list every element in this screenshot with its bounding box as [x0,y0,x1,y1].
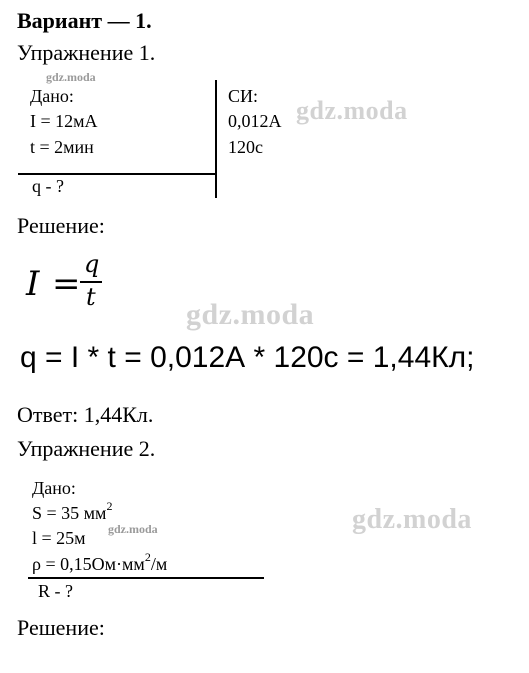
formula-lhs: I [26,264,40,304]
given-resistivity-text: ρ = 0,15Ом·мм [32,554,145,574]
formula-fraction [20,250,110,314]
watermark-small: gdz.moda [46,70,96,84]
si-time: 120с [228,137,263,157]
formula-numerator: q [84,250,100,278]
given-title: Дано: [30,86,74,106]
find-quantity-2: R - ? [38,581,73,601]
given-resistivity [32,550,168,575]
page-title: Вариант — 1. [17,8,152,33]
answer-1: Ответ: 1,44Кл. [17,402,154,427]
given-si-divider [215,80,217,198]
exercise-1-label: Упражнение 1. [17,40,156,65]
given-area-exponent: 2 [106,499,113,513]
given-area-text: S = 35 мм [32,503,107,523]
given-area [32,499,113,524]
given-find-divider [18,173,216,175]
given-current: I = 12мА [30,111,98,131]
watermark-large-1: gdz.moda [296,96,408,125]
given-find-divider-2 [28,577,264,579]
find-quantity: q - ? [32,176,64,196]
given-length: l = 25м [32,528,86,548]
watermark-large-2: gdz.moda [186,298,315,331]
solution-label-2: Решение: [17,615,105,640]
given-resistivity-unit: /м [150,554,168,574]
si-current: 0,012А [228,111,282,131]
formula-denominator: t [86,283,96,311]
exercise-2-label: Упражнение 2. [17,436,156,461]
given-resistivity-exponent: 2 [144,550,151,564]
watermark-small-2: gdz.moda [108,522,158,536]
formula-equals: = [52,264,81,304]
given-time: t = 2мин [30,137,94,157]
solution-label-1: Решение: [17,213,105,238]
watermark-large-3: gdz.moda [352,504,472,535]
given-title-2: Дано: [32,478,76,498]
calculation-formula: q = I * t = 0,012А * 120с = 1,44Кл; [20,341,475,374]
si-title: СИ: [228,86,259,106]
